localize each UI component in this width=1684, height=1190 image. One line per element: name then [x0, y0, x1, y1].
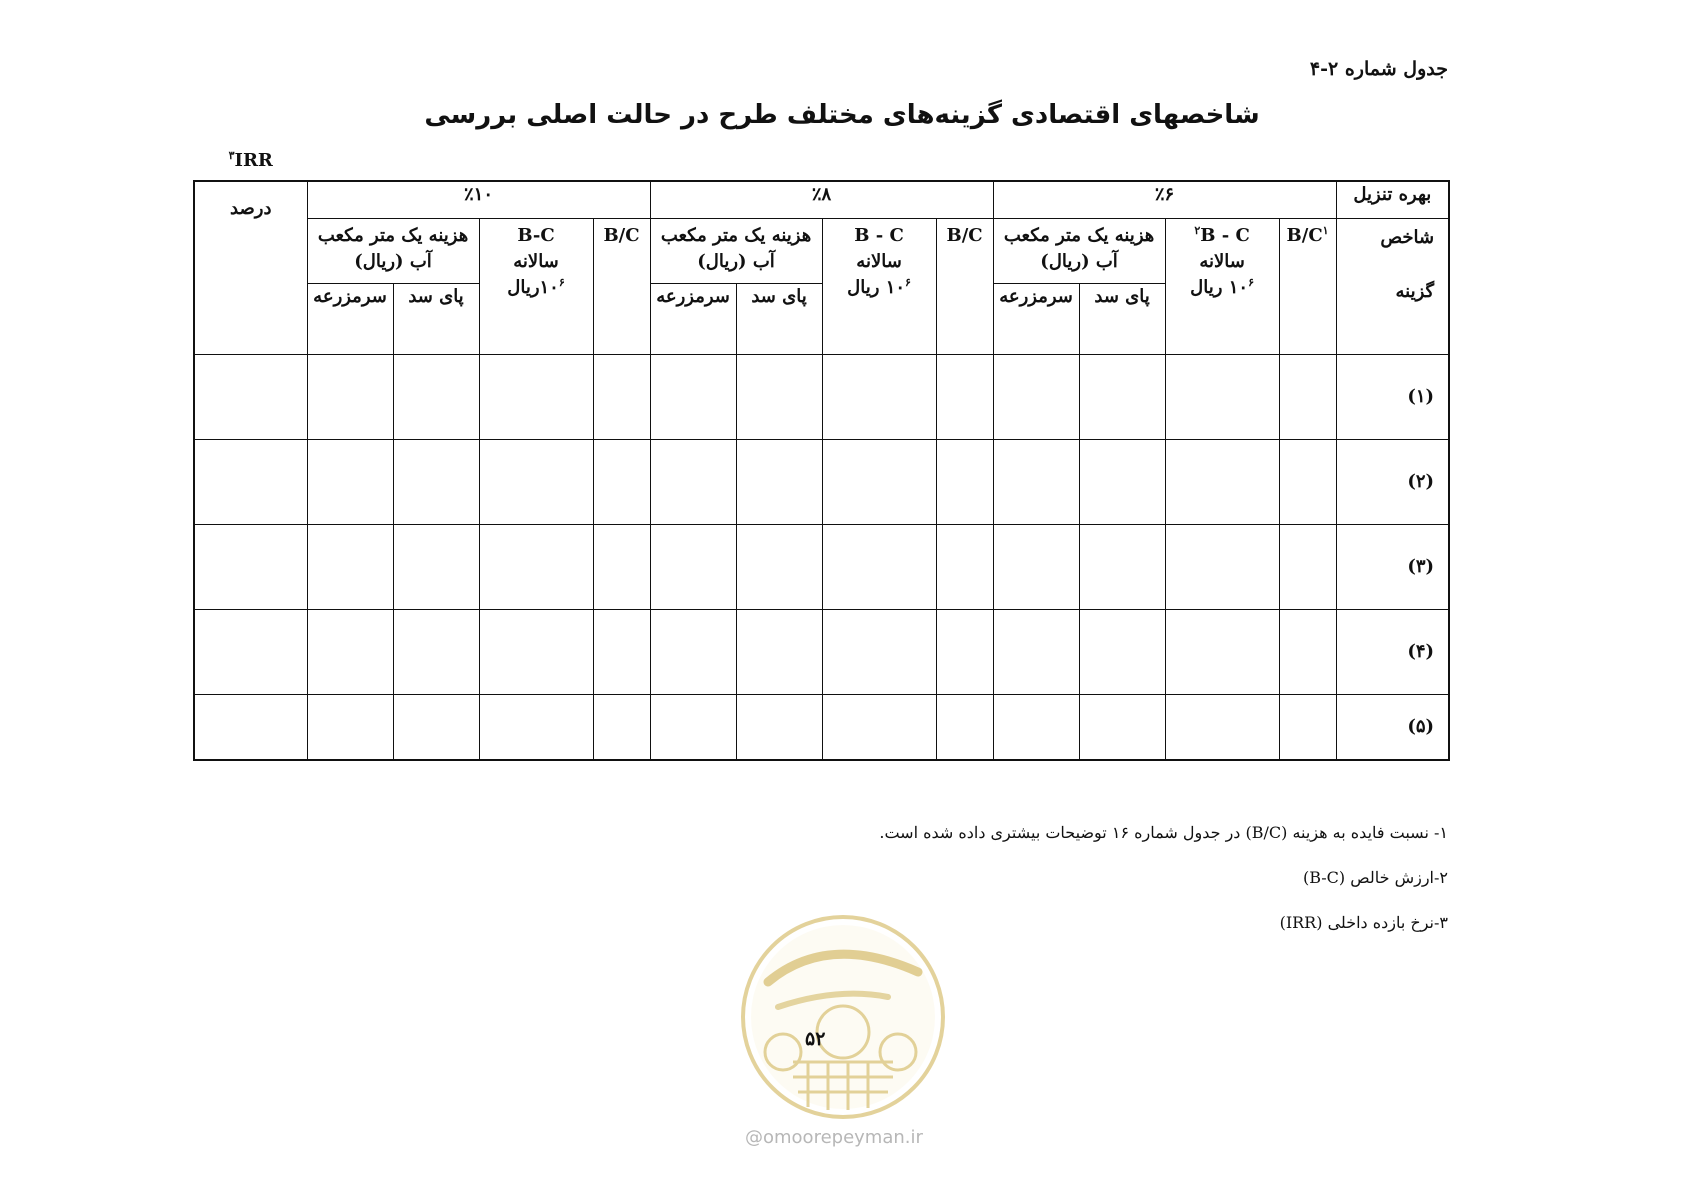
dam-site-header-6: پای سد — [1079, 284, 1165, 355]
bc-header-10: B/C — [593, 219, 650, 355]
page-number: ۵۲ — [805, 1028, 826, 1050]
rate-10-header: ٪۱۰ — [307, 181, 650, 219]
irr-label: $^۳$IRR — [228, 149, 273, 171]
footnotes — [879, 810, 1448, 945]
rate-6-header: ٪۶ — [993, 181, 1336, 219]
water-cost-header-8: هزینه یک متر مکعب آب (ریال) — [650, 219, 822, 284]
farm-gate-header-10: سرمزرعه — [307, 284, 393, 355]
rate-8-header: ٪۸ — [650, 181, 993, 219]
watermark-url: @omoorepeyman.ir — [745, 1127, 923, 1148]
option-label: گزینه — [1395, 281, 1435, 302]
economic-indicators-table — [193, 149, 1450, 761]
table-row — [194, 355, 1449, 440]
option-row-label: (۱) — [1336, 355, 1449, 440]
percent-label: درصد — [230, 198, 272, 219]
index-label: شاخص — [1380, 227, 1435, 248]
option-row-label: (۴) — [1336, 610, 1449, 695]
water-cost-header-10: هزینه یک متر مکعب آب (ریال) — [307, 219, 479, 284]
bc-header-6: $B/C^۱$ — [1279, 219, 1336, 355]
table-row — [194, 440, 1449, 525]
water-cost-header-6: هزینه یک متر مکعب آب (ریال) — [993, 219, 1165, 284]
page-title: شاخصهای اقتصادی گزینه‌های مختلف طرح در حالت اصلی بررسی — [424, 100, 1260, 130]
bminusc-header-8: B - C سالانه $۱۰^۶$ ریال — [822, 219, 936, 355]
table-number: جدول شماره ۲-۴ — [1309, 58, 1448, 80]
option-row-label: (۳) — [1336, 525, 1449, 610]
bminusc-header-10: B-C سالانه $۱۰^۶ریال$ — [479, 219, 593, 355]
bc-header-8: B/C — [936, 219, 993, 355]
bminusc-header-6: $^۲$B - C سالانه $۱۰^۶$ ریال — [1165, 219, 1279, 355]
table-row — [194, 695, 1449, 761]
discount-rate-label: بهره تنزیل — [1336, 181, 1449, 219]
dam-site-header-8: پای سد — [736, 284, 822, 355]
rate-header-row — [194, 181, 1449, 219]
option-row-label: (۵) — [1336, 695, 1449, 761]
footnote-2: ۲-ارزش خالص (B-C) — [1302, 868, 1448, 887]
irr-header — [194, 149, 307, 355]
footnote-3: ۳-نرخ بازده داخلی (IRR) — [1279, 913, 1448, 932]
column-header-row — [194, 219, 1449, 284]
farm-gate-header-6: سرمزرعه — [993, 284, 1079, 355]
farm-gate-header-8: سرمزرعه — [650, 284, 736, 355]
table-row — [194, 610, 1449, 695]
footnote-1: ۱- نسبت فایده به هزینه (B/C) در جدول شماره ۱۶ توضیحات بیشتری داده شده است. — [879, 823, 1448, 842]
index-option-header — [1336, 219, 1449, 355]
dam-site-header-10: پای سد — [393, 284, 479, 355]
option-row-label: (۲) — [1336, 440, 1449, 525]
table-row — [194, 525, 1449, 610]
watermark-seal-icon — [738, 912, 948, 1122]
